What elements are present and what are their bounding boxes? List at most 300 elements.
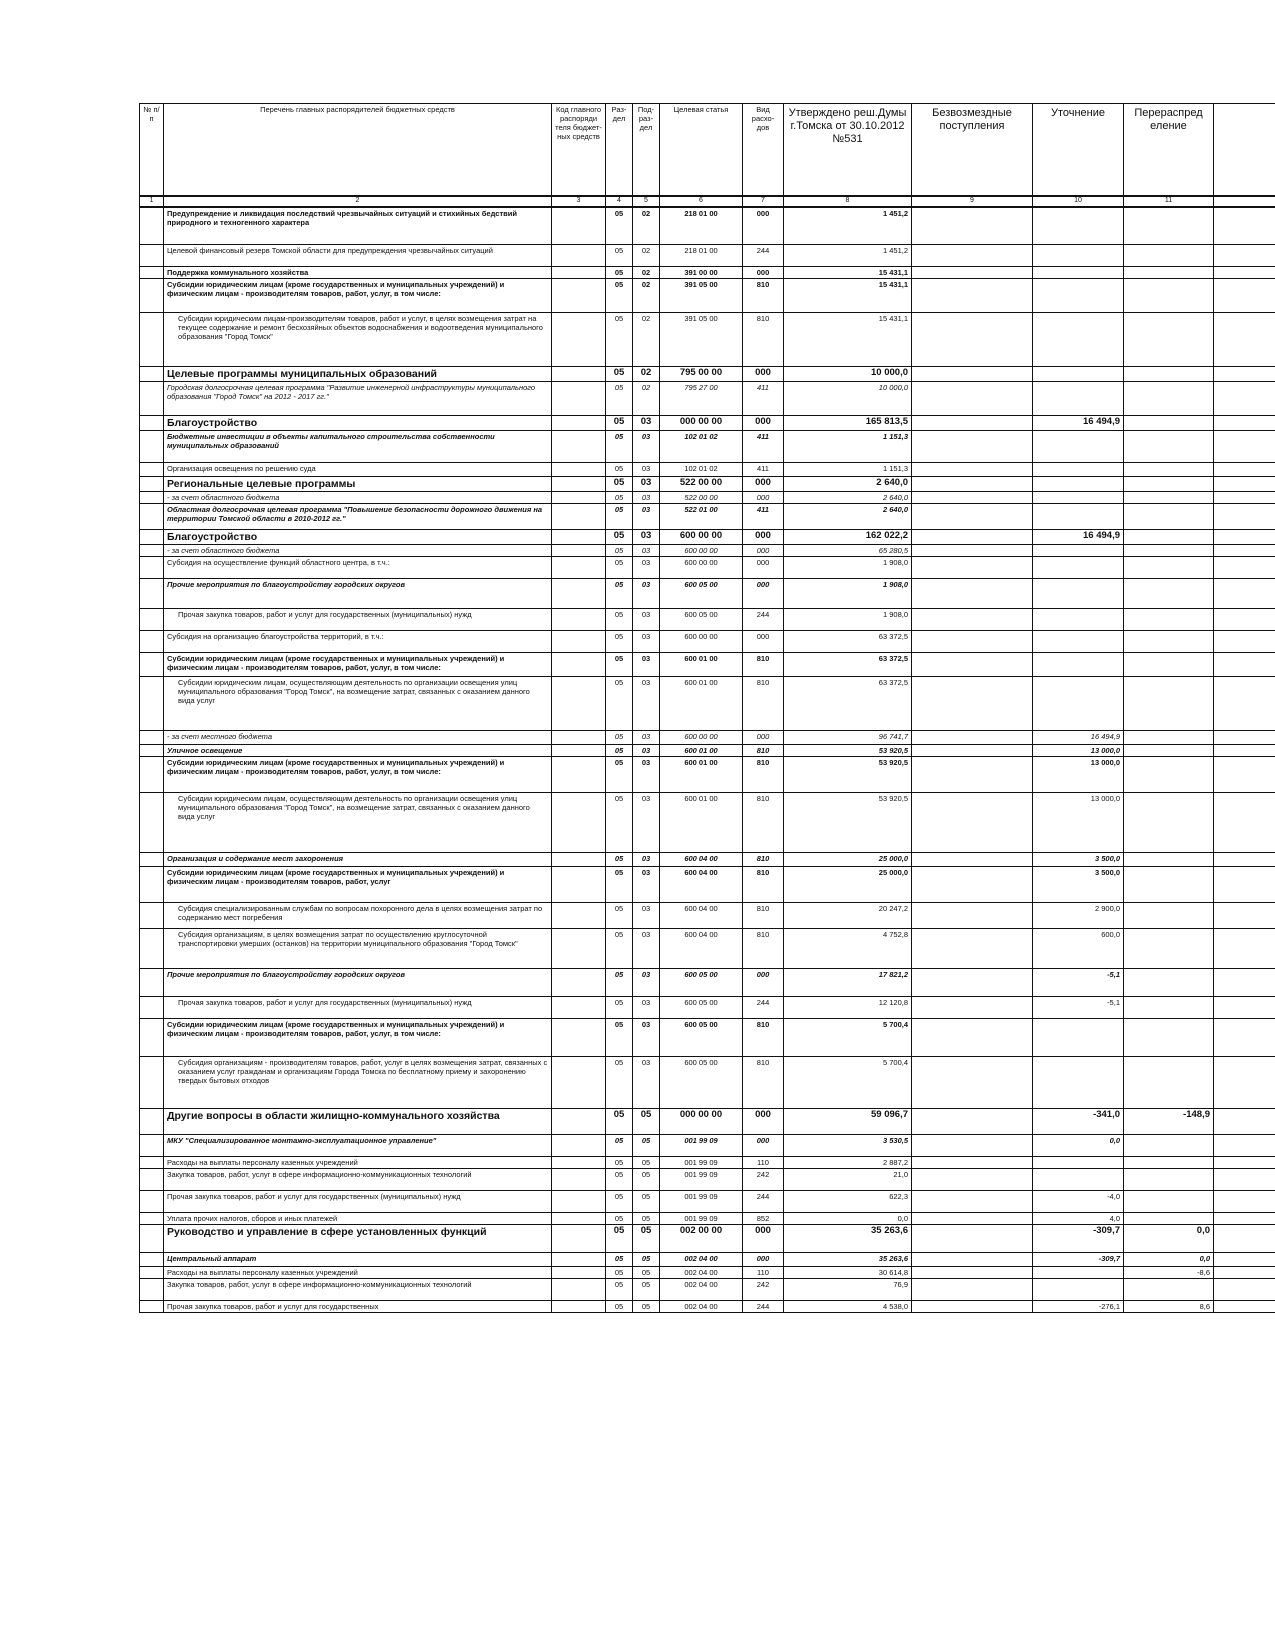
row-kod	[552, 677, 606, 731]
row-razdel: 05	[606, 653, 633, 677]
row-number	[140, 745, 164, 757]
row-razdel: 05	[606, 903, 633, 929]
row-bezvozmezdnye	[912, 853, 1033, 867]
row-vid-rashodov: 411	[743, 463, 784, 477]
row-podrazdel: 05	[633, 1109, 660, 1135]
row-podrazdel: 03	[633, 431, 660, 463]
row-extra	[1214, 382, 1275, 416]
col-number: 8	[784, 196, 912, 207]
row-vid-rashodov: 810	[743, 793, 784, 853]
row-celevaya-statya: 600 01 00	[660, 677, 743, 731]
col-header: Перечень главных распорядителей бюджетных средств	[164, 104, 552, 196]
table-row	[140, 207, 1275, 245]
row-utverzhdeno: 20 247,2	[784, 903, 912, 929]
row-extra	[1214, 757, 1275, 793]
row-utverzhdeno: 1 151,3	[784, 431, 912, 463]
row-vid-rashodov: 000	[743, 1225, 784, 1253]
table-row	[140, 1279, 1275, 1301]
row-extra	[1214, 731, 1275, 745]
row-pereraspredelenie	[1124, 997, 1214, 1019]
row-razdel: 05	[606, 279, 633, 313]
row-bezvozmezdnye	[912, 477, 1033, 492]
row-bezvozmezdnye	[912, 207, 1033, 245]
row-pereraspredelenie	[1124, 545, 1214, 557]
row-extra	[1214, 492, 1275, 504]
row-extra	[1214, 1157, 1275, 1169]
row-name: Субсидии юридическим лицам, осуществляющим деятельность по организации освещения улиц муниципального образования "Город Томск", на возмещение затрат, связанных с оказанием данного вида услуг	[164, 677, 552, 731]
table-row	[140, 1213, 1275, 1225]
row-number	[140, 1019, 164, 1057]
col-number: 4	[606, 196, 633, 207]
row-number	[140, 313, 164, 367]
row-utverzhdeno: 2 887,2	[784, 1157, 912, 1169]
row-number	[140, 530, 164, 545]
row-podrazdel: 03	[633, 609, 660, 631]
row-kod	[552, 477, 606, 492]
row-utverzhdeno: 10 000,0	[784, 382, 912, 416]
row-razdel: 05	[606, 367, 633, 382]
row-podrazdel: 02	[633, 279, 660, 313]
row-podrazdel: 05	[633, 1157, 660, 1169]
row-number	[140, 1109, 164, 1135]
row-utochnenie: 13 000,0	[1033, 757, 1124, 793]
row-utverzhdeno: 4 752,8	[784, 929, 912, 969]
row-utochnenie	[1033, 1169, 1124, 1191]
row-kod	[552, 1135, 606, 1157]
row-razdel: 05	[606, 631, 633, 653]
table-row	[140, 653, 1275, 677]
row-pereraspredelenie	[1124, 793, 1214, 853]
row-extra	[1214, 463, 1275, 477]
row-extra	[1214, 1019, 1275, 1057]
row-podrazdel: 03	[633, 545, 660, 557]
row-utochnenie	[1033, 579, 1124, 609]
row-pereraspredelenie	[1124, 745, 1214, 757]
row-kod	[552, 903, 606, 929]
row-kod	[552, 1057, 606, 1109]
col-number: 2	[164, 196, 552, 207]
row-extra	[1214, 267, 1275, 279]
row-vid-rashodov: 810	[743, 853, 784, 867]
table-row	[140, 416, 1275, 431]
row-celevaya-statya: 522 00 00	[660, 492, 743, 504]
col-header: Код главного распоряди теля бюджет- ных средств	[552, 104, 606, 196]
row-number	[140, 367, 164, 382]
row-podrazdel: 03	[633, 504, 660, 530]
row-extra	[1214, 1191, 1275, 1213]
row-extra	[1214, 1279, 1275, 1301]
row-pereraspredelenie	[1124, 313, 1214, 367]
row-utverzhdeno: 4 538,0	[784, 1301, 912, 1313]
row-pereraspredelenie	[1124, 267, 1214, 279]
row-kod	[552, 1225, 606, 1253]
row-extra	[1214, 1169, 1275, 1191]
row-utverzhdeno: 15 431,1	[784, 279, 912, 313]
row-name: Субсидия организациям, в целях возмещения затрат по осуществлению круглосуточной транспортировки умерших (останков) на территории муниципального образования "Город Томск"	[164, 929, 552, 969]
row-bezvozmezdnye	[912, 1057, 1033, 1109]
row-name: Прочая закупка товаров, работ и услуг для государственных (муниципальных) нужд	[164, 609, 552, 631]
table-row	[140, 853, 1275, 867]
row-celevaya-statya: 600 01 00	[660, 757, 743, 793]
row-kod	[552, 557, 606, 579]
row-utochnenie	[1033, 279, 1124, 313]
row-pereraspredelenie	[1124, 367, 1214, 382]
row-podrazdel: 03	[633, 997, 660, 1019]
row-podrazdel: 03	[633, 1057, 660, 1109]
row-extra	[1214, 653, 1275, 677]
row-utverzhdeno: 76,9	[784, 1279, 912, 1301]
row-extra	[1214, 1135, 1275, 1157]
row-name: Региональные целевые программы	[164, 477, 552, 492]
row-utochnenie: 16 494,9	[1033, 530, 1124, 545]
table-row	[140, 867, 1275, 903]
row-number	[140, 579, 164, 609]
row-pereraspredelenie	[1124, 757, 1214, 793]
col-header: Под- раз- дел	[633, 104, 660, 196]
table-row	[140, 1057, 1275, 1109]
row-razdel: 05	[606, 997, 633, 1019]
row-bezvozmezdnye	[912, 557, 1033, 579]
row-extra	[1214, 557, 1275, 579]
row-pereraspredelenie	[1124, 557, 1214, 579]
row-bezvozmezdnye	[912, 969, 1033, 997]
row-bezvozmezdnye	[912, 997, 1033, 1019]
row-extra	[1214, 207, 1275, 245]
row-extra	[1214, 367, 1275, 382]
row-podrazdel: 03	[633, 853, 660, 867]
row-name: Уплата прочих налогов, сборов и иных платежей	[164, 1213, 552, 1225]
row-utochnenie: -341,0	[1033, 1109, 1124, 1135]
row-celevaya-statya: 001 99 09	[660, 1157, 743, 1169]
row-pereraspredelenie	[1124, 731, 1214, 745]
row-razdel: 05	[606, 757, 633, 793]
row-utverzhdeno: 63 372,5	[784, 631, 912, 653]
row-utochnenie	[1033, 545, 1124, 557]
row-bezvozmezdnye	[912, 545, 1033, 557]
row-podrazdel: 03	[633, 793, 660, 853]
row-utochnenie: -4,0	[1033, 1191, 1124, 1213]
row-number	[140, 504, 164, 530]
row-extra	[1214, 1213, 1275, 1225]
row-celevaya-statya: 001 99 09	[660, 1191, 743, 1213]
row-number	[140, 853, 164, 867]
row-number	[140, 1135, 164, 1157]
row-number	[140, 929, 164, 969]
row-utochnenie	[1033, 677, 1124, 731]
row-extra	[1214, 1109, 1275, 1135]
row-pereraspredelenie	[1124, 1191, 1214, 1213]
row-podrazdel: 03	[633, 463, 660, 477]
row-extra	[1214, 1057, 1275, 1109]
row-razdel: 05	[606, 1191, 633, 1213]
row-extra	[1214, 793, 1275, 853]
row-extra	[1214, 545, 1275, 557]
row-utverzhdeno: 2 640,0	[784, 477, 912, 492]
row-vid-rashodov: 000	[743, 367, 784, 382]
row-podrazdel: 03	[633, 477, 660, 492]
row-extra	[1214, 677, 1275, 731]
table-row	[140, 757, 1275, 793]
row-celevaya-statya: 795 00 00	[660, 367, 743, 382]
row-utochnenie	[1033, 313, 1124, 367]
row-bezvozmezdnye	[912, 1157, 1033, 1169]
row-kod	[552, 1279, 606, 1301]
row-utochnenie	[1033, 463, 1124, 477]
row-razdel: 05	[606, 207, 633, 245]
row-vid-rashodov: 000	[743, 1109, 784, 1135]
table-row	[140, 631, 1275, 653]
row-name: - за счет областного бюджета	[164, 492, 552, 504]
row-pereraspredelenie	[1124, 579, 1214, 609]
table-row	[140, 1135, 1275, 1157]
row-utochnenie	[1033, 1157, 1124, 1169]
row-vid-rashodov: 110	[743, 1267, 784, 1279]
row-utochnenie: 3 500,0	[1033, 867, 1124, 903]
row-kod	[552, 545, 606, 557]
row-name: Прочая закупка товаров, работ и услуг для государственных (муниципальных) нужд	[164, 997, 552, 1019]
table-row	[140, 557, 1275, 579]
row-bezvozmezdnye	[912, 463, 1033, 477]
row-extra	[1214, 969, 1275, 997]
row-celevaya-statya: 391 05 00	[660, 279, 743, 313]
row-name: Целевой финансовый резерв Томской области для предупреждения чрезвычайных ситуаций	[164, 245, 552, 267]
row-name: - за счет местного бюджета	[164, 731, 552, 745]
row-vid-rashodov: 000	[743, 207, 784, 245]
row-celevaya-statya: 600 05 00	[660, 1019, 743, 1057]
row-utverzhdeno: 1 451,2	[784, 207, 912, 245]
row-bezvozmezdnye	[912, 382, 1033, 416]
row-podrazdel: 03	[633, 653, 660, 677]
row-kod	[552, 631, 606, 653]
table-row	[140, 1301, 1275, 1313]
row-bezvozmezdnye	[912, 1135, 1033, 1157]
table-row	[140, 530, 1275, 545]
row-razdel: 05	[606, 1279, 633, 1301]
row-vid-rashodov: 810	[743, 313, 784, 367]
col-header: № п/п	[140, 104, 164, 196]
row-vid-rashodov: 000	[743, 1253, 784, 1267]
row-pereraspredelenie	[1124, 1169, 1214, 1191]
row-name: Субсидии юридическим лицам (кроме государственных и муниципальных учреждений) и физическим лицам - производителям товаров, работ, услуг, в том числе:	[164, 279, 552, 313]
row-razdel: 05	[606, 1109, 633, 1135]
col-number: 7	[743, 196, 784, 207]
row-name: Субсидия на организацию благоустройства территорий, в т.ч.:	[164, 631, 552, 653]
row-razdel: 05	[606, 477, 633, 492]
row-razdel: 05	[606, 492, 633, 504]
col-number: 3	[552, 196, 606, 207]
row-celevaya-statya: 522 01 00	[660, 504, 743, 530]
row-utverzhdeno: 63 372,5	[784, 677, 912, 731]
row-podrazdel: 03	[633, 579, 660, 609]
row-pereraspredelenie	[1124, 1157, 1214, 1169]
row-number	[140, 731, 164, 745]
row-vid-rashodov: 242	[743, 1279, 784, 1301]
row-bezvozmezdnye	[912, 1267, 1033, 1279]
row-utverzhdeno: 5 700,4	[784, 1019, 912, 1057]
row-vid-rashodov: 810	[743, 929, 784, 969]
row-utochnenie	[1033, 631, 1124, 653]
row-bezvozmezdnye	[912, 431, 1033, 463]
row-celevaya-statya: 002 04 00	[660, 1267, 743, 1279]
row-extra	[1214, 245, 1275, 267]
row-bezvozmezdnye	[912, 1279, 1033, 1301]
row-kod	[552, 609, 606, 631]
row-pereraspredelenie	[1124, 1135, 1214, 1157]
row-kod	[552, 1267, 606, 1279]
row-pereraspredelenie	[1124, 382, 1214, 416]
row-podrazdel: 02	[633, 267, 660, 279]
row-celevaya-statya: 600 00 00	[660, 731, 743, 745]
col-header: Утверждено реш.Думы г.Томска от 30.10.2012 №531	[784, 104, 912, 196]
row-bezvozmezdnye	[912, 367, 1033, 382]
row-number	[140, 757, 164, 793]
row-celevaya-statya: 001 99 09	[660, 1169, 743, 1191]
row-razdel: 05	[606, 1267, 633, 1279]
row-podrazdel: 03	[633, 745, 660, 757]
row-pereraspredelenie	[1124, 431, 1214, 463]
row-utverzhdeno: 21,0	[784, 1169, 912, 1191]
row-razdel: 05	[606, 1135, 633, 1157]
row-name: Предупреждение и ликвидация последствий чрезвычайных ситуаций и стихийных бедствий природного и техногенного характера	[164, 207, 552, 245]
row-razdel: 05	[606, 1019, 633, 1057]
row-extra	[1214, 867, 1275, 903]
row-utverzhdeno: 25 000,0	[784, 853, 912, 867]
row-vid-rashodov: 000	[743, 557, 784, 579]
row-utochnenie	[1033, 653, 1124, 677]
row-bezvozmezdnye	[912, 867, 1033, 903]
row-razdel: 05	[606, 1169, 633, 1191]
row-kod	[552, 757, 606, 793]
row-name: Субсидии юридическим лицам (кроме государственных и муниципальных учреждений) и физическим лицам - производителям товаров, работ, услуг, в том числе:	[164, 653, 552, 677]
row-podrazdel: 02	[633, 207, 660, 245]
row-podrazdel: 03	[633, 416, 660, 431]
row-utochnenie	[1033, 477, 1124, 492]
col-header	[1214, 104, 1275, 196]
row-name: Прочая закупка товаров, работ и услуг для государственных (муниципальных) нужд	[164, 1191, 552, 1213]
row-vid-rashodov: 244	[743, 609, 784, 631]
row-utverzhdeno: 30 614,8	[784, 1267, 912, 1279]
row-utverzhdeno: 1 908,0	[784, 557, 912, 579]
row-name: Закупка товаров, работ, услуг в сфере информационно-коммуникационных технологий	[164, 1279, 552, 1301]
table-row	[140, 1109, 1275, 1135]
row-pereraspredelenie	[1124, 477, 1214, 492]
row-pereraspredelenie: 0,0	[1124, 1253, 1214, 1267]
row-name: Субсидии юридическим лицам, осуществляющим деятельность по организации освещения улиц муниципального образования "Город Томск", на возмещение затрат, связанных с оказанием данного вида услуг	[164, 793, 552, 853]
row-utverzhdeno: 3 530,5	[784, 1135, 912, 1157]
row-pereraspredelenie	[1124, 416, 1214, 431]
row-number	[140, 1191, 164, 1213]
row-celevaya-statya: 600 01 00	[660, 653, 743, 677]
row-vid-rashodov: 810	[743, 653, 784, 677]
row-number	[140, 997, 164, 1019]
table-row	[140, 1225, 1275, 1253]
row-vid-rashodov: 000	[743, 631, 784, 653]
table-row	[140, 545, 1275, 557]
row-extra	[1214, 1253, 1275, 1267]
col-number: 6	[660, 196, 743, 207]
row-celevaya-statya: 102 01 02	[660, 463, 743, 477]
table-row	[140, 245, 1275, 267]
row-pereraspredelenie	[1124, 245, 1214, 267]
row-vid-rashodov: 411	[743, 504, 784, 530]
row-name: Прочие мероприятия по благоустройству городских округов	[164, 579, 552, 609]
row-name: Другие вопросы в области жилищно-коммунального хозяйства	[164, 1109, 552, 1135]
row-razdel: 05	[606, 609, 633, 631]
row-razdel: 05	[606, 530, 633, 545]
row-razdel: 05	[606, 969, 633, 997]
table-row	[140, 1157, 1275, 1169]
row-name: Бюджетные инвестиции в объекты капитального строительства собственности муниципальных образований	[164, 431, 552, 463]
row-kod	[552, 416, 606, 431]
row-kod	[552, 1157, 606, 1169]
row-podrazdel: 05	[633, 1213, 660, 1225]
row-name: - за счет областного бюджета	[164, 545, 552, 557]
row-razdel: 05	[606, 853, 633, 867]
row-celevaya-statya: 002 00 00	[660, 1225, 743, 1253]
row-extra	[1214, 1225, 1275, 1253]
row-podrazdel: 03	[633, 677, 660, 731]
row-pereraspredelenie	[1124, 929, 1214, 969]
row-number	[140, 382, 164, 416]
col-number	[1214, 196, 1275, 207]
row-razdel: 05	[606, 557, 633, 579]
row-celevaya-statya: 600 05 00	[660, 997, 743, 1019]
row-utverzhdeno: 53 920,5	[784, 745, 912, 757]
row-razdel: 05	[606, 1253, 633, 1267]
row-bezvozmezdnye	[912, 245, 1033, 267]
row-kod	[552, 431, 606, 463]
row-bezvozmezdnye	[912, 579, 1033, 609]
row-podrazdel: 03	[633, 530, 660, 545]
row-bezvozmezdnye	[912, 492, 1033, 504]
row-razdel: 05	[606, 1213, 633, 1225]
row-celevaya-statya: 001 99 09	[660, 1213, 743, 1225]
row-celevaya-statya: 000 00 00	[660, 1109, 743, 1135]
row-utverzhdeno: 5 700,4	[784, 1057, 912, 1109]
row-utverzhdeno: 0,0	[784, 1213, 912, 1225]
row-celevaya-statya: 002 04 00	[660, 1301, 743, 1313]
row-number	[140, 653, 164, 677]
row-pereraspredelenie	[1124, 279, 1214, 313]
row-pereraspredelenie	[1124, 677, 1214, 731]
row-pereraspredelenie: -148,9	[1124, 1109, 1214, 1135]
row-bezvozmezdnye	[912, 631, 1033, 653]
row-extra	[1214, 745, 1275, 757]
table-row	[140, 1267, 1275, 1279]
row-utverzhdeno: 2 640,0	[784, 492, 912, 504]
row-vid-rashodov: 810	[743, 867, 784, 903]
row-utochnenie: 16 494,9	[1033, 416, 1124, 431]
row-extra	[1214, 313, 1275, 367]
row-vid-rashodov: 852	[743, 1213, 784, 1225]
row-pereraspredelenie	[1124, 207, 1214, 245]
row-number	[140, 1157, 164, 1169]
row-name: Организация освещения по решению суда	[164, 463, 552, 477]
row-kod	[552, 504, 606, 530]
row-pereraspredelenie	[1124, 504, 1214, 530]
row-vid-rashodov: 110	[743, 1157, 784, 1169]
row-pereraspredelenie	[1124, 867, 1214, 903]
row-utochnenie	[1033, 1057, 1124, 1109]
row-podrazdel: 02	[633, 245, 660, 267]
row-pereraspredelenie	[1124, 1019, 1214, 1057]
row-podrazdel: 03	[633, 757, 660, 793]
row-kod	[552, 463, 606, 477]
row-name: Прочие мероприятия по благоустройству городских округов	[164, 969, 552, 997]
row-number	[140, 416, 164, 431]
row-utochnenie	[1033, 492, 1124, 504]
col-number: 5	[633, 196, 660, 207]
